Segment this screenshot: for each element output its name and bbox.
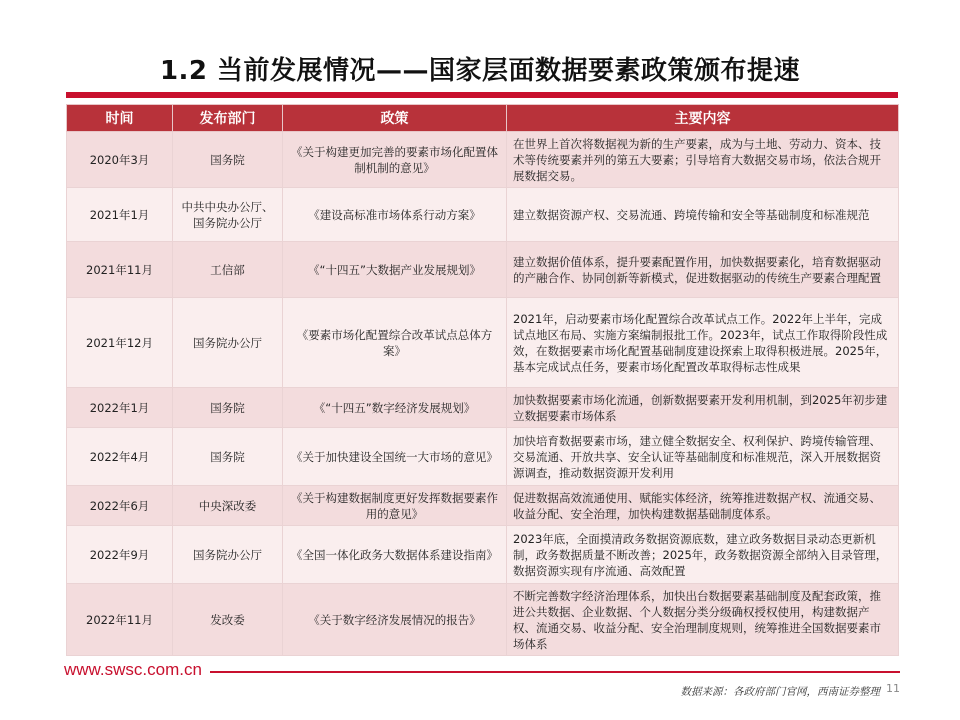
cell-dept: 国务院 [173,428,283,486]
table-row [67,132,899,188]
title-underline [66,92,898,98]
cell-policy: 《要素市场化配置综合改革试点总体方案》 [283,298,507,388]
cell-policy: 《关于加快建设全国统一大市场的意见》 [283,428,507,486]
page-number: 11 [886,682,900,695]
header-dept: 发布部门 [173,105,283,132]
table-row [67,526,899,584]
table-row [67,486,899,526]
cell-dept: 中央深改委 [173,486,283,526]
cell-time: 2022年9月 [67,526,173,584]
table-row [67,428,899,486]
cell-time: 2022年1月 [67,388,173,428]
cell-dept: 发改委 [173,584,283,656]
cell-content: 2021年，启动要素市场化配置综合改革试点工作。2022年上半年，完成试点地区布局、实施方案编制报批工作。2023年，试点工作取得阶段性成效，在数据要素市场化配置基础制度建设探索上取得积极进展。2025年，基本完成试点任务，要素市场化配置改革取得标志性成果 [507,298,899,388]
table-header-row [67,105,899,132]
table-row [67,298,899,388]
cell-time: 2022年6月 [67,486,173,526]
website-url[interactable]: www.swsc.com.cn [64,660,202,679]
cell-time: 2021年1月 [67,188,173,242]
cell-content: 在世界上首次将数据视为新的生产要素，成为与土地、劳动力、资本、技术等传统要素并列的第五大要素；引导培育大数据交易市场，依法合规开展数据交易。 [507,132,899,188]
cell-time: 2020年3月 [67,132,173,188]
cell-content: 加快数据要素市场化流通，创新数据要素开发利用机制，到2025年初步建立数据要素市场体系 [507,388,899,428]
header-policy: 政策 [283,105,507,132]
data-source-note: 数据来源：各政府部门官网，西南证券整理 [680,686,880,698]
cell-time: 2021年12月 [67,298,173,388]
header-time: 时间 [67,105,173,132]
cell-policy: 《全国一体化政务大数据体系建设指南》 [283,526,507,584]
cell-time: 2022年4月 [67,428,173,486]
cell-policy: 《建设高标准市场体系行动方案》 [283,188,507,242]
cell-dept: 国务院办公厅 [173,298,283,388]
cell-dept: 国务院 [173,388,283,428]
cell-content: 建立数据资源产权、交易流通、跨境传输和安全等基础制度和标准规范 [507,188,899,242]
cell-content: 不断完善数字经济治理体系，加快出台数据要素基础制度及配套政策，推进公共数据、企业数据、个人数据分类分级确权授权使用，构建数据产权、流通交易、收益分配、安全治理制度规则，统筹推进全国数据要素市场体系 [507,584,899,656]
cell-content: 2023年底，全面摸清政务数据资源底数，建立政务数据目录动态更新机制，政务数据质量不断改善；2025年，政务数据资源全部纳入目录管理，数据资源实现有序流通、高效配置 [507,526,899,584]
cell-policy: 《“十四五”大数据产业发展规划》 [283,242,507,298]
table-row [67,388,899,428]
table-row [67,188,899,242]
cell-time: 2022年11月 [67,584,173,656]
cell-dept: 中共中央办公厅、国务院办公厅 [173,188,283,242]
header-content: 主要内容 [507,105,899,132]
cell-content: 加快培育数据要素市场，建立健全数据安全、权利保护、跨境传输管理、交易流通、开放共享、安全认证等基础制度和标准规范，深入开展数据资源调查，推动数据资源开发利用 [507,428,899,486]
table-row [67,242,899,298]
cell-policy: 《关于构建数据制度更好发挥数据要素作用的意见》 [283,486,507,526]
cell-dept: 工信部 [173,242,283,298]
policy-table [66,104,899,656]
page-title: 1.2 当前发展情况——国家层面数据要素政策颁布提速 [159,56,801,86]
cell-time: 2021年11月 [67,242,173,298]
cell-content: 建立数据价值体系，提升要素配置作用，加快数据要素化，培育数据驱动的产融合作、协同创新等新模式，促进数据驱动的传统生产要素合理配置 [507,242,899,298]
cell-content: 促进数据高效流通使用、赋能实体经济，统筹推进数据产权、流通交易、收益分配、安全治理，加快构建数据基础制度体系。 [507,486,899,526]
cell-policy: 《“十四五”数字经济发展规划》 [283,388,507,428]
footer-divider [210,671,900,673]
cell-policy: 《关于构建更加完善的要素市场化配置体制机制的意见》 [283,132,507,188]
cell-dept: 国务院办公厅 [173,526,283,584]
cell-policy: 《关于数字经济发展情况的报告》 [283,584,507,656]
cell-dept: 国务院 [173,132,283,188]
table-row [67,584,899,656]
